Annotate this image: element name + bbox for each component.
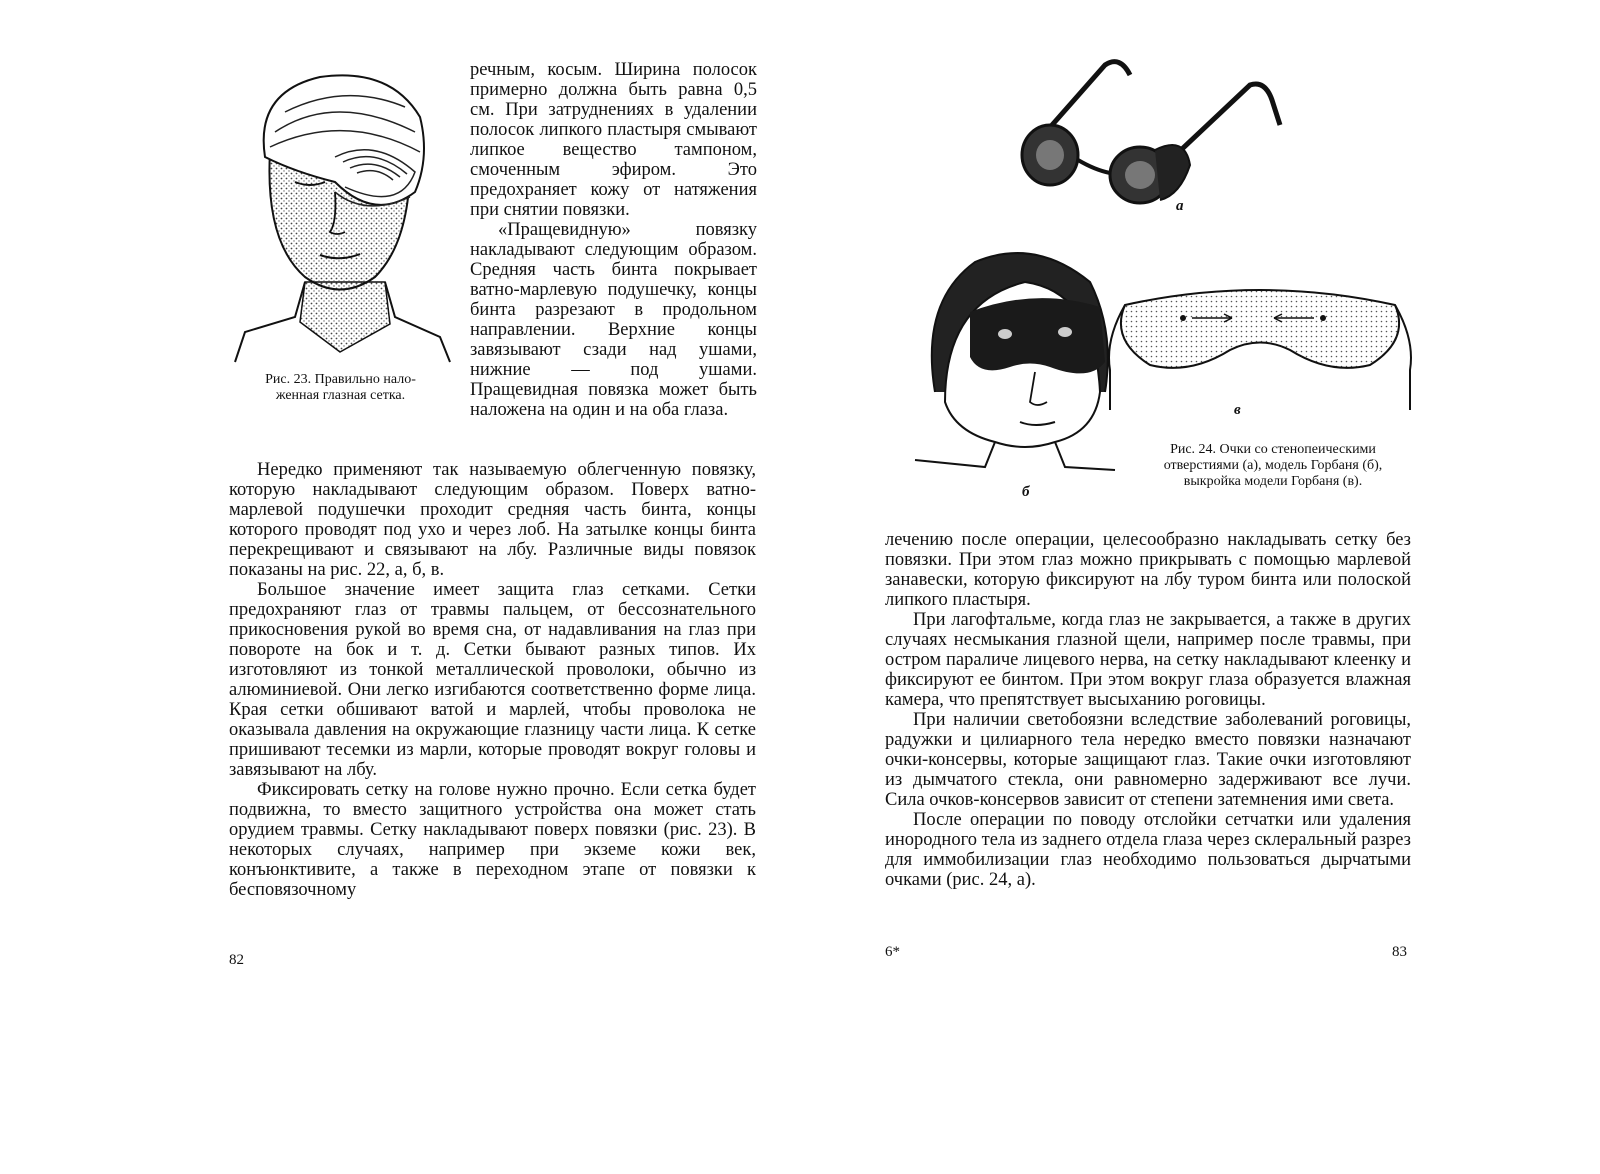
figure-24v-pattern [1100,280,1420,410]
paragraph: речным, косым. Ширина полосок примерно должна быть равна 0,5 см. При затруднениях в удалении полосок липкого пластыря смывают липкое вещество тампоном, смоченным эфиром. Это предохраняет кожу от натяжения при снятии повязки. [470,60,757,220]
page-number: 83 [1392,944,1407,960]
figure-letter-a: а [1176,198,1184,214]
paragraph: После операции по поводу отслойки сетчатки или удаления инородного тела из заднего отдела глаза через склеральный разрез для иммобилизации глаз необходимо пользоваться дырчатыми очками (рис. 24, а). [885,810,1411,890]
paragraph: Большое значение имеет защита глаз сетками. Сетки предохраняют глаз от травмы пальцем, от бессознательного прикосновения рукой во время сна, от надавливания на глаз при повороте на бок и т. д. Сетки бывают разных типов. Их изготовляют из тонкой металлической проволоки, обычно из алюминиевой. Они легко изгибаются соответственно форме лица. Края сетки обшивают ватой и марлей, чтобы проволока не оказывала давления на окружающие глазницу части лица. К сетке пришивают тесемки из марли, которые проводят вокруг головы и завязывают на лбу. [229,580,756,780]
figure-24-caption: Рис. 24. Очки со стенопеическими отверстиями (а), модель Горбаня (б), выкройка модели Горбаня (в). [1163,442,1383,489]
right-page [800,0,1600,1174]
figure-letter-v: в [1234,402,1241,418]
figure-24a-glasses [1010,55,1310,205]
paragraph: Нередко применяют так называемую облегченную повязку, которую накладывают следующим образом. Поверх ватно-марлевой подушечки проходит средняя часть бинта, концы которого проводят под ухо и через лоб. На затылке концы бинта перекрещивают и связывают на лбу. Различные виды повязок показаны на рис. 22, а, б, в. [229,460,756,580]
signature-mark: 6* [885,944,900,960]
figure-23-illustration [225,62,455,362]
left-main-text [229,460,756,900]
figure-24b-head [915,242,1125,472]
paragraph: лечению после операции, целесообразно накладывать сетку без повязки. При этом глаз можно прикрывать с помощью марлевой занавески, которую фиксируют на лбу туром бинта или полоской липкого пластыря. [885,530,1411,610]
page-number: 82 [229,952,244,968]
paragraph: При наличии светобоязни вследствие заболеваний роговицы, радужки и цилиарного тела нередко вместо повязки назначают очки-консервы, которые защищают глаз. Такие очки изготовляют из дымчатого стекла, они равномерно задерживают все лучи. Сила очков-консервов зависит от степени затемнения ими света. [885,710,1411,810]
right-main-text [885,530,1411,890]
paragraph: При лагофтальме, когда глаз не закрывается, а также в других случаях несмыкания глазной щели, например после травмы, при остром параличе лицевого нерва, на сетку накладывают клеенку и фиксируют ее бинтом. При этом вокруг глаза образуется влажная камера, что препятствует высыханию роговицы. [885,610,1411,710]
left-column-text [470,60,757,420]
figure-letter-b: б [1022,484,1030,500]
figure-23-caption: Рис. 23. Правильно нало- женная глазная сетка. [265,372,416,403]
paragraph: Фиксировать сетку на голове нужно прочно. Если сетка будет подвижна, то вместо защитного устройства она может стать орудием травмы. Сетку накладывают поверх повязки (рис. 23). В некоторых случаях, например при экземе кожи век, конъюнктивите, а также в переходном этапе от повязки к бесповязочному [229,780,756,900]
paragraph: «Пращевидную» повязку накладывают следующим образом. Средняя часть бинта покрывает ватно-марлевую подушечку, концы бинта разрезают в продольном направлении. Верхние концы завязывают сзади над ушами, нижние — под ушами. Пращевидная повязка может быть наложена на один и на оба глаза. [470,220,757,420]
